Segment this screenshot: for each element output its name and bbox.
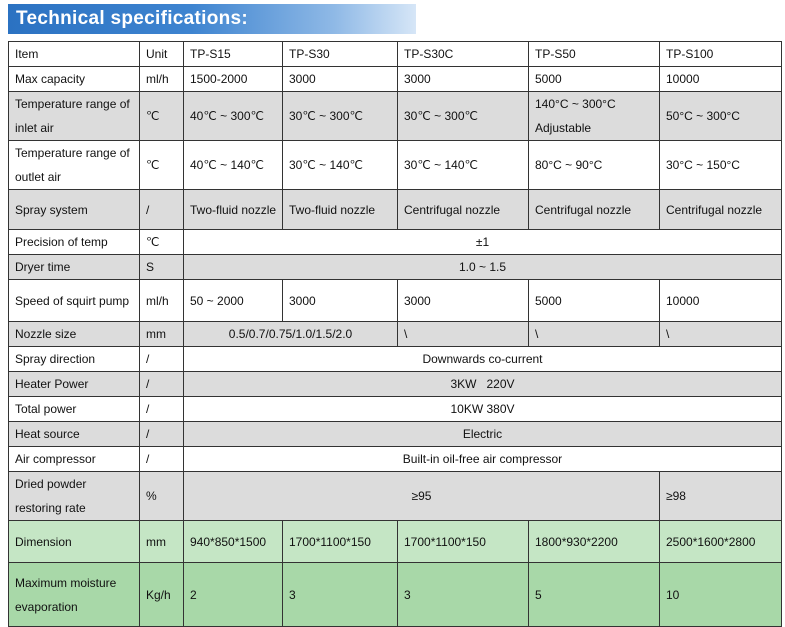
item-cell: Max capacity	[9, 67, 140, 92]
unit-cell: %	[140, 472, 184, 521]
header-row	[9, 42, 782, 67]
item-cell: Total power	[9, 397, 140, 422]
value-cell: Centrifugal nozzle	[529, 190, 660, 230]
value-cell: 1800*930*2200	[529, 521, 660, 563]
spec-table	[8, 41, 782, 627]
value-cell: 3	[283, 563, 398, 627]
item-cell: Speed of squirt pump	[9, 280, 140, 322]
value-cell: 40℃ ~ 140℃	[184, 141, 283, 190]
table-row	[9, 472, 782, 521]
table-row	[9, 563, 782, 627]
value-cell: 3000	[398, 67, 529, 92]
item-cell: Spray system	[9, 190, 140, 230]
table-row	[9, 372, 782, 397]
item-cell: Dried powder restoring rate	[9, 472, 140, 521]
value-cell: 3KW 220V	[184, 372, 782, 397]
unit-cell: mm	[140, 322, 184, 347]
value-cell: 30℃ ~ 300℃	[283, 92, 398, 141]
value-cell: 1.0 ~ 1.5	[184, 255, 782, 280]
header-cell: Item	[9, 42, 140, 67]
unit-cell: /	[140, 422, 184, 447]
item-cell: Spray direction	[9, 347, 140, 372]
item-cell: Air compressor	[9, 447, 140, 472]
value-cell: Electric	[184, 422, 782, 447]
value-cell: 140°C ~ 300°C Adjustable	[529, 92, 660, 141]
unit-cell: ℃	[140, 141, 184, 190]
value-cell: 30℃ ~ 300℃	[398, 92, 529, 141]
header-cell: TP-S100	[660, 42, 782, 67]
value-cell: 1700*1100*150	[283, 521, 398, 563]
table-row	[9, 67, 782, 92]
table-row	[9, 521, 782, 563]
unit-cell: ml/h	[140, 280, 184, 322]
value-cell: 10000	[660, 280, 782, 322]
item-cell: Heat source	[9, 422, 140, 447]
unit-cell: ℃	[140, 230, 184, 255]
unit-cell: /	[140, 372, 184, 397]
table-row	[9, 141, 782, 190]
value-cell: 3000	[283, 67, 398, 92]
item-cell: Maximum moisture evaporation	[9, 563, 140, 627]
value-cell: 10KW 380V	[184, 397, 782, 422]
value-cell: Two-fluid nozzle	[283, 190, 398, 230]
value-cell: \	[660, 322, 782, 347]
table-row	[9, 447, 782, 472]
table-row	[9, 92, 782, 141]
value-cell: 10	[660, 563, 782, 627]
value-cell: 5000	[529, 280, 660, 322]
item-cell: Dryer time	[9, 255, 140, 280]
unit-cell: /	[140, 447, 184, 472]
item-cell: Nozzle size	[9, 322, 140, 347]
value-cell: Downwards co-current	[184, 347, 782, 372]
value-cell: 940*850*1500	[184, 521, 283, 563]
unit-cell: /	[140, 397, 184, 422]
value-cell: 3000	[398, 280, 529, 322]
value-cell: 3000	[283, 280, 398, 322]
header-cell: TP-S50	[529, 42, 660, 67]
table-row	[9, 422, 782, 447]
value-cell: 1500-2000	[184, 67, 283, 92]
table-row	[9, 322, 782, 347]
unit-cell: /	[140, 347, 184, 372]
value-cell: ±1	[184, 230, 782, 255]
value-cell: 30℃ ~ 140℃	[398, 141, 529, 190]
value-cell: 1700*1100*150	[398, 521, 529, 563]
title-bar	[8, 4, 416, 34]
item-cell: Dimension	[9, 521, 140, 563]
value-cell: 0.5/0.7/0.75/1.0/1.5/2.0	[184, 322, 398, 347]
value-cell: 50 ~ 2000	[184, 280, 283, 322]
value-cell: Centrifugal nozzle	[660, 190, 782, 230]
page-title: Technical specifications:	[16, 8, 249, 29]
value-cell: 30℃ ~ 140℃	[283, 141, 398, 190]
value-cell: 5000	[529, 67, 660, 92]
value-cell: \	[529, 322, 660, 347]
value-cell: \	[398, 322, 529, 347]
value-cell: Built-in oil-free air compressor	[184, 447, 782, 472]
value-cell: 3	[398, 563, 529, 627]
value-cell: 2	[184, 563, 283, 627]
value-cell: 10000	[660, 67, 782, 92]
item-cell: Temperature range of inlet air	[9, 92, 140, 141]
value-cell: Centrifugal nozzle	[398, 190, 529, 230]
value-cell: 5	[529, 563, 660, 627]
table-row	[9, 280, 782, 322]
item-cell: Precision of temp	[9, 230, 140, 255]
table-row	[9, 230, 782, 255]
value-cell: ≥98	[660, 472, 782, 521]
table-row	[9, 347, 782, 372]
unit-cell: ℃	[140, 92, 184, 141]
value-cell: 40℃ ~ 300℃	[184, 92, 283, 141]
unit-cell: ml/h	[140, 67, 184, 92]
header-cell: TP-S15	[184, 42, 283, 67]
value-cell: ≥95	[184, 472, 660, 521]
header-cell: TP-S30C	[398, 42, 529, 67]
unit-cell: /	[140, 190, 184, 230]
unit-cell: Kg/h	[140, 563, 184, 627]
header-cell: TP-S30	[283, 42, 398, 67]
item-cell: Heater Power	[9, 372, 140, 397]
table-row	[9, 397, 782, 422]
item-cell: Temperature range of outlet air	[9, 141, 140, 190]
table-row	[9, 255, 782, 280]
value-cell: 50°C ~ 300°C	[660, 92, 782, 141]
value-cell: 80°C ~ 90°C	[529, 141, 660, 190]
unit-cell: mm	[140, 521, 184, 563]
value-cell: 2500*1600*2800	[660, 521, 782, 563]
value-cell: 30°C ~ 150°C	[660, 141, 782, 190]
unit-cell: S	[140, 255, 184, 280]
header-cell: Unit	[140, 42, 184, 67]
table-row	[9, 190, 782, 230]
value-cell: Two-fluid nozzle	[184, 190, 283, 230]
